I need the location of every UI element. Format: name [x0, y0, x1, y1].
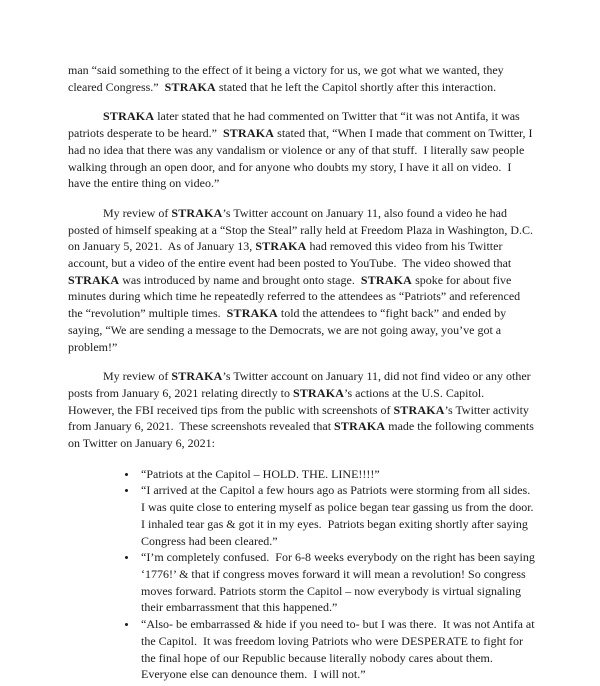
tweet-bullet-list: [68, 466, 536, 683]
bullet-item-arrived-at-capitol: • “I arrived at the Capitol a few hours ago as Patriots were storming from all sides. I was quite close to entering myself as police began tear gassing us from the door. I inhaled tear gas & got it in my eyes. Patriots began exiting shortly after saying Congress had been cleared.”: [138, 482, 536, 549]
paragraph-rally-video: My review of STRAKA’s Twitter account on January 11, also found a video he had posted of himself speaking at a “Stop the Steal” rally held at Freedom Plaza in Washington, D.C. on January 5, 2021. As of January 13, STRAKA had removed this video from his Twitter account, but a video of the entire event had been posted to YouTube. The video showed that STRAKA was introduced by name and brought onto stage. STRAKA spoke for about five minutes during which time he repeatedly referred to the attendees as “Patriots” and referenced the “revolution” multiple times. STRAKA told the attendees to “fight back” and ended by saying, “We are sending a message to the Democrats, we are not going away, you’ve got a problem!”: [68, 205, 534, 354]
paragraph-fbi-tips: My review of STRAKA’s Twitter account on January 11, did not find video or any other posts from January 6, 2021 relating directly to STRAKA’s actions at the U.S. Capitol. However, the FBI received tips from the public with screenshots of STRAKA’s Twitter activity from January 6, 2021. These screenshots revealed that STRAKA made the following comments on Twitter on January 6, 2021:: [68, 369, 534, 451]
bullet-item-be-embarrassed: • “Also- be embarrassed & hide if you need to- but I was there. It was not Antifa at the Capitol. It was freedom loving Patriots who were DESPERATE to fight for the final hope of our Republic because literally nobody cares about them. Everyone else can denounce them. I will not.”: [138, 616, 536, 683]
paragraph-twitter-comment: STRAKA later stated that he had commented on Twitter that “it was not Antifa, it was patriots desperate to be heard.” STRAKA stated that, “When I made that comment on Twitter, I had no idea that there was any vandalism or violence or any of that stuff. I literally saw people walking through an open door, and for anyone who doubts my story, I have it all on video. I have the entire thing on video.”: [68, 109, 533, 191]
bullet-item-completely-confused: • “I’m completely confused. For 6-8 weeks everybody on the right has been saying ‘1776!’ & that if congress moves forward it will mean a revolution! So congress moves forward. Patriots storm the Capitol – now everybody is virtual signaling their embarrassment that this happened.”: [138, 549, 536, 616]
bullet-item-hold-the-line: • “Patriots at the Capitol – HOLD. THE. LINE!!!!”: [138, 466, 536, 483]
paragraph-continuation: man “said something to the effect of it being a victory for us, we got what we wanted, they cleared Congress.” STRAKA stated that he left the Capitol shortly after this interaction.: [68, 63, 504, 94]
